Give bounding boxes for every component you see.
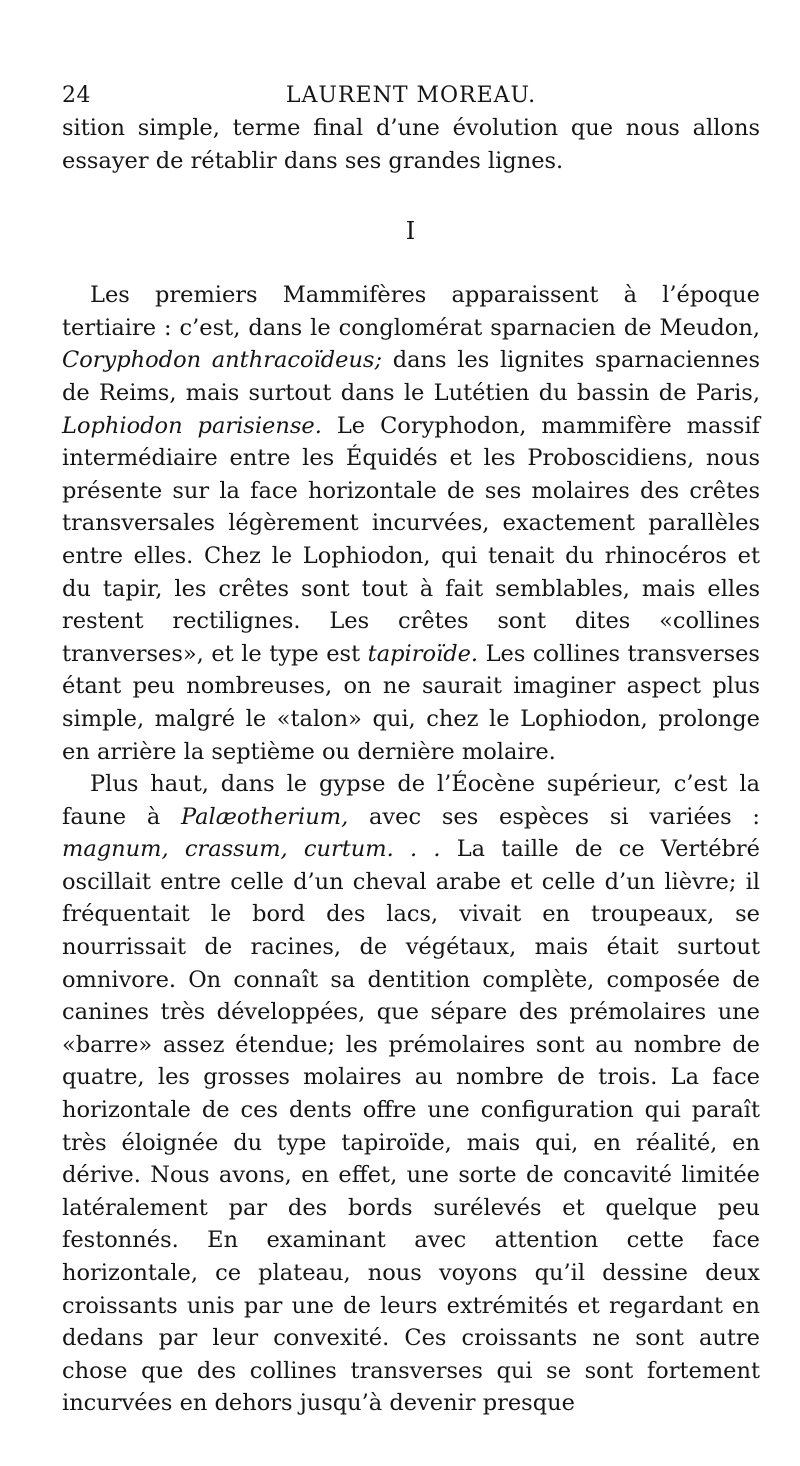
species-list: magnum, crassum, curtum. . . [62,836,441,863]
running-header [62,80,760,112]
paragraph-2-text-2: avec ses espèces si variées : [348,803,760,830]
body-text [62,112,760,1420]
paragraph-continued: sition simple, terme final d’une évolution que nous allons essayer de rétablir dans ses grandes lignes. [62,115,760,174]
paragraph-2-text-1: Plus haut, dans le gypse de l’Éocène supérieur, c’est la faune à [62,771,760,830]
paragraph-1-text-4: Les collines transverses étant peu nombreuses, on ne saurait imaginer aspect plus simple, malgré le «talon» qui, chez le Lophiodon, prolonge en arrière la septième ou dernière molaire. [62,640,760,765]
paragraph-1-text-3: Le Coryphodon, mammifère massif intermédiaire entre les Équidés et les Proboscidiens, nous présente sur la face horizontale de ses molaires des crêtes transversales légèrement incurvées, exactement parallèles entre elles. Chez le Lophiodon, qui tenait du rhinocéros et du tapir, les crêtes sont tout à fait semblables, mais elles restent rectilignes. Les crêtes sont dites «collines tranverses», et le type est [62,412,760,667]
term-tapiroide: tapiroïde. [367,640,479,667]
running-title: LAURENT MOREAU. [285,83,537,108]
species-name-lophiodon: Lophiodon parisiense. [62,412,322,439]
page-number: 24 [62,83,91,108]
section-number: I [405,217,417,246]
paragraph-1-text-1: Les premiers Mammifères apparaissent à l’époque tertiaire : c’est, dans le conglomérat sparnacien de Meudon, [62,282,760,341]
species-name-coryphodon: Coryphodon anthracoïdeus; [62,347,383,374]
paragraph-1 [62,279,760,768]
paragraph-2-text-3: La taille de ce Vertébré oscillait entre celle d’un cheval arabe et celle d’un lièvre; il fréquentait le bord des lacs, vivait en troupeaux, se nourrissait de racines, de végétaux, mais était surtout omnivore. On connaît sa dentition complète, composée de canines très développées, que sépare des prémolaires une «barre» assez étendue; les prémolaires sont au nombre de quatre, les grosses molaires au nombre de trois. La face horizontale de ces dents offre une configuration qui paraît très éloignée du type tapiroïde, mais qui, en réalité, en dérive. Nous avons, en effet, une sorte de concavité limitée latéralement par des bords surélevés et quelque peu festonnés. En examinant avec attention cette face horizontale, ce plateau, nous voyons qu’il dessine deux croissants unis par une de leurs extrémités et regardant en dedans par leur convexité. Ces croissants ne sont autre chose que des collines transverses qui se sont fortement incurvées en dehors jusqu’à devenir presque [62,836,761,1417]
paragraph-2 [62,768,760,1420]
book-page [62,80,760,1420]
paragraph-1-text-2: dans les lignites sparnaciennes de Reims, mais surtout dans le Lutétien du bassin de Paris, [62,347,760,406]
genus-name-palaeotherium: Palæotherium, [181,803,349,830]
